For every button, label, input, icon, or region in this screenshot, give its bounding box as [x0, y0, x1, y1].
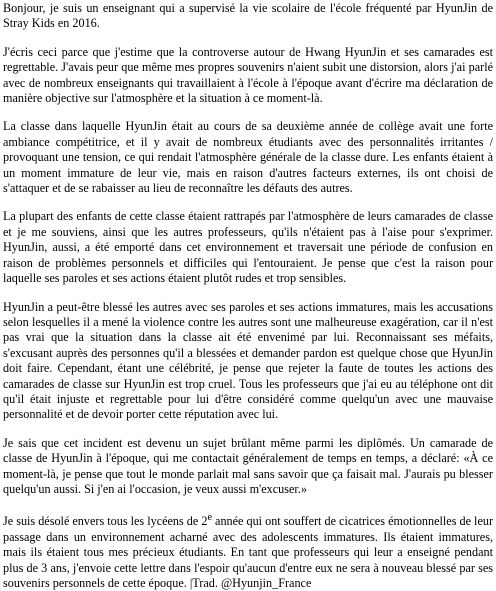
apology-text-start: Je suis désolé envers tous les lycéens de 2: [3, 514, 208, 529]
paragraph-hyunjin-context: La plupart des enfants de cette classe étaient rattrapés par l'atmosphère de leurs camarades de classe et je me souviens, ainsi que les autres professeurs, qu'ils n'étaient pas à l'aise pour s'exprimer. HyunJin, aussi, a été emporté dans cet environnement et traversait une période de confusion en raison de problèmes personnels et difficiles qui l'entouraient. Je pense que c'est la raison pour laquelle ses paroles et ses actions étaient plutôt rudes et trop sensibles.: [3, 209, 493, 286]
ordinal-superscript: e: [207, 512, 212, 524]
paragraph-intro: Bonjour, je suis un enseignant qui a supervisé la vie scolaire de l'école fréquenté par HyunJin de Stray Kids en 2016.: [3, 1, 493, 31]
paragraph-apology: [3, 510, 493, 591]
paragraph-classmate-quote: Je sais que cet incident est devenu un sujet brûlant même parmi les diplômés. Un camarade de classe de HyunJin à l'époque, qui me contactait généralement de temps en temps, a déclaré: «À ce moment-là, je pense que tout le monde parlait mal sans savoir que ça faisait mal. J'aurais pu blesser quelqu'un aussi. Si j'en ai l'occasion, je veux aussi m'excuser.»: [3, 435, 493, 496]
paragraph-class-atmosphere: La classe dans laquelle HyunJin était au cours de sa deuxième année de collège avait une forte ambiance compétitrice, et il y avait de nombreux étudiants avec des personnalités irritantes / provoquant une tension, ce qui rendait l'atmosphère générale de la classe dure. Les enfants étaient à un moment immature de leur vie, mais en raison d'autres facteurs externes, ils ont choisi de s'attaquer et de se rabaisser au lieu de reconnaître les défauts des autres.: [3, 119, 493, 196]
paragraph-accusations: HyunJin a peut-être blessé les autres avec ses paroles et ses actions immatures, mais les accusations selon lesquelles il a mené la violence contre les autres sont une malheureuse exagération, car il n'est pas vrai que la situation dans la classe ait été envenimé par lui. Reconnaissant ses méfaits, s'excusant auprès des personnes qu'il a blessées et demander pardon est quelque chose que HyunJin doit faire. Cependant, étant une célébrité, je pense que rejeter la faute de toutes les actions des camarades de classe sur HyunJin est trop cruel. Tous les professeurs que j'ai eu au téléphone ont dit qu'il était injuste et regrettable pour lui d'être considéré comme quelqu'un avec une mauvaise personnalité et de devoir porter cette réputation avec lui.: [3, 299, 493, 422]
apology-text-end: année qui ont souffert de cicatrices émotionnelles de leur passage dans un environnement acharné avec des adolescents immatures. Ils étaient immatures, mais ils étaient tous mes précieux étudiants. En tant que professeurs qui leur a enseigné pendant plus de 3 ans, j'envoie cette lettre dans l'espoir qu'aucun d'entre eux ne sera à nouveau blessé par ses souvenirs personnels de cette époque.: [3, 514, 494, 591]
translation-credit: |Trad. @Hyunjin_France: [189, 576, 312, 591]
paragraph-purpose: J'écris ceci parce que j'estime que la controverse autour de Hwang HyunJin et ses camarades est regrettable. J'avais peur que même mes propres souvenirs n'aient subit une distorsion, alors j'ai parlé avec de nombreux enseignants qui travaillaient à l'école à l'époque avant d'écrire ma déclaration de manière objective sur l'atmosphère et la situation à ce moment-là.: [3, 44, 493, 106]
